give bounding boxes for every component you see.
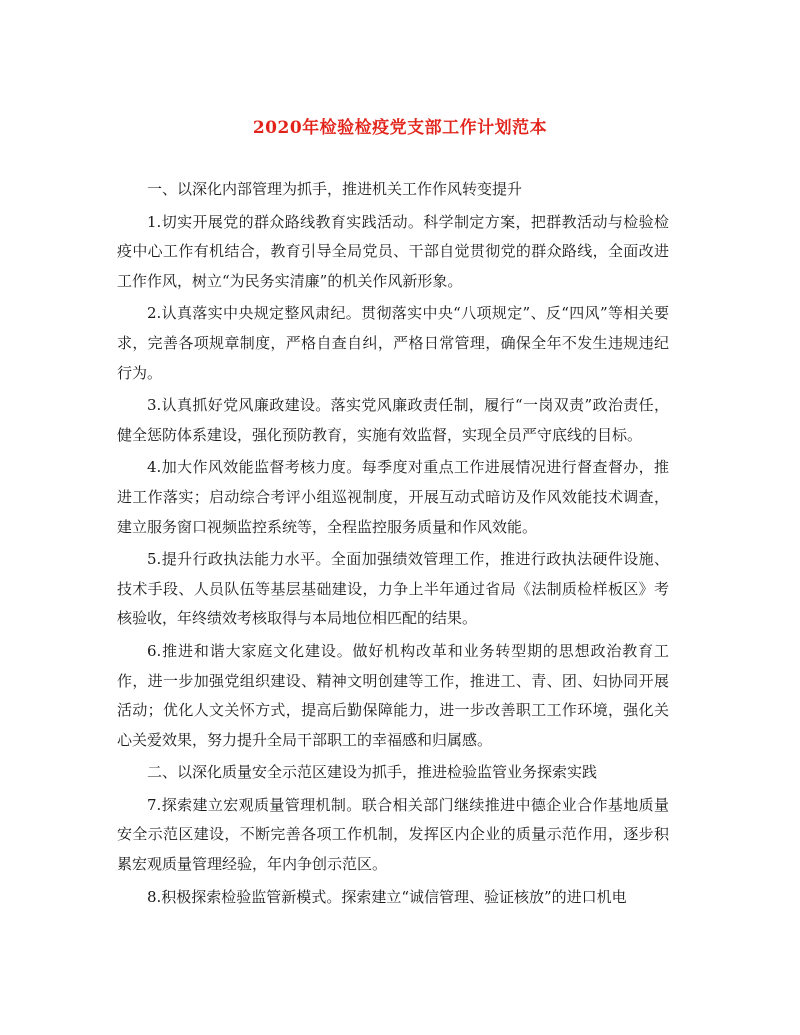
paragraph-item-4: 4.加大作风效能监督考核力度。每季度对重点工作进展情况进行督查督办，推进工作落实；启动综合考评小组巡视制度，开展互动式暗访及作风效能技术调查，建立服务窗口视频监控系统等，全程监控服务质量和作风效能。 bbox=[117, 458, 669, 536]
section-heading-2: 二、以深化质量安全示范区建设为抓手，推进检验监管业务探索实践 bbox=[147, 763, 598, 782]
section-heading-1: 一、以深化内部管理为抓手，推进机关工作作风转变提升 bbox=[147, 180, 523, 198]
paragraph-item-7: 7.探索建立宏观质量管理机制。联合相关部门继续推进中德企业合作基地质量安全示范区建设，不断完善各项工作机制，发挥区内企业的质量示范作用，逐步积累宏观质量管理经验，年内争创示范区。 bbox=[117, 795, 669, 874]
paragraph-item-2: 2.认真落实中央规定整风肃纪。贯彻落实中央“八项规定”、反“四风”等相关要求，完善各项规章制度，严格自查自纠，严格日常管理，确保全年不发生违规违纪行为。 bbox=[117, 304, 669, 382]
paragraph-item-1: 1.切实开展党的群众路线教育实践活动。科学制定方案，把群教活动与检验检疫中心工作有机结合，教育引导全局党员、干部自觉贯彻党的群众路线，全面改进工作作风，树立“为民务实清廉”的机关作风新形象。 bbox=[117, 212, 669, 290]
document-body bbox=[117, 175, 669, 915]
paragraph-item-8: 8.积极探索检验监管新模式。探索建立“诚信管理、验证核放”的进口机电 bbox=[147, 887, 627, 906]
paragraph-item-5: 5.提升行政执法能力水平。全面加强绩效管理工作，推进行政执法硬件设施、技术手段、人员队伍等基层基础建设，力争上半年通过省局《法制质检样板区》考核验收，年终绩效考核取得与本局地位相匹配的结果。 bbox=[117, 550, 669, 628]
paragraph-item-6: 6.推进和谐大家庭文化建设。做好机构改革和业务转型期的思想政治教育工作，进一步加强党组织建设、精神文明创建等工作，推进工、青、团、妇协同开展活动；优化人文关怀方式，提高后勤保障能力，进一步改善职工工作环境，强化关心关爱效果，努力提升全局干部职工的幸福感和归属感。 bbox=[117, 641, 669, 749]
paragraph-item-3: 3.认真抓好党风廉政建设。落实党风廉政责任制，履行“一岗双责”政治责任，健全惩防体系建设，强化预防教育，实施有效监督，实现全员严守底线的目标。 bbox=[117, 396, 669, 444]
document-title: 2020年检验检疫党支部工作计划范本 bbox=[252, 118, 548, 138]
